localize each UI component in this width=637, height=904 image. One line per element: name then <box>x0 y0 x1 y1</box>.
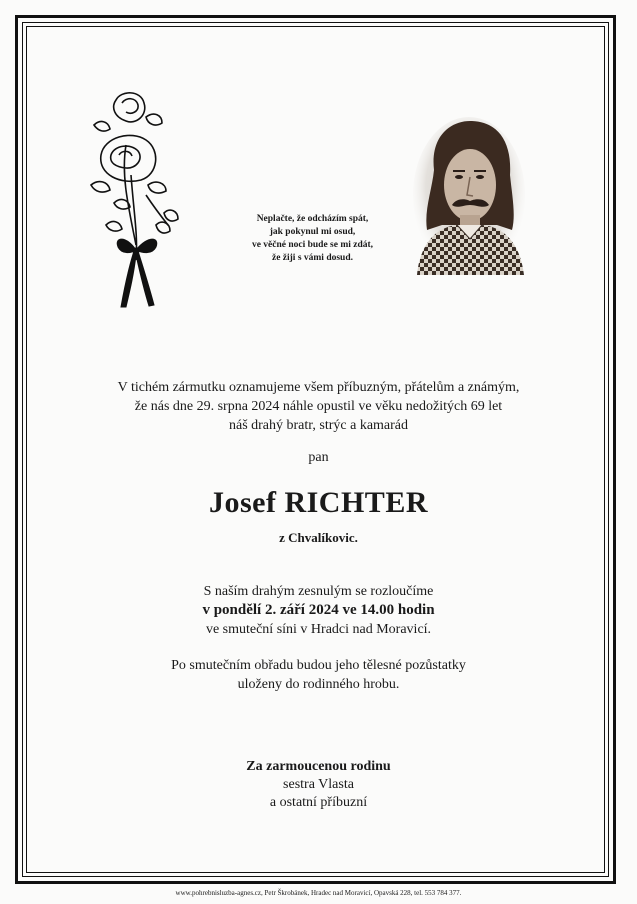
signoff-line: sestra Vlasta <box>283 777 354 792</box>
rose-with-ribbon-icon <box>86 85 186 315</box>
deceased-origin: z Chvalíkovic. <box>279 530 358 545</box>
poem-line: jak pokynul mi osud, <box>269 227 356 237</box>
footer-contact: www.pohrebnisluzba-agnes.cz, Petr Škrobánek, Hradec nad Moravicí, Opavská 228, tel. 553 784 377. <box>175 889 462 897</box>
farewell-place: ve smuteční síni v Hradci nad Moravicí. <box>205 622 432 637</box>
announcement-intro <box>40 378 597 435</box>
portrait-photo <box>412 115 527 275</box>
intro-line: náš drahý bratr, strýc a kamarád <box>228 418 409 433</box>
signoff <box>40 758 597 812</box>
poem <box>215 213 410 265</box>
farewell-details <box>40 582 597 639</box>
intro-line: V tichém zármutku oznamujeme všem příbuzným, přátelům a známým, <box>117 380 520 395</box>
deceased-name: Josef RICHTER <box>208 486 428 519</box>
burial-note <box>40 656 597 694</box>
intro-line: že nás dne 29. srpna 2024 náhle opustil ve věku nedožitých 69 let <box>134 399 503 414</box>
honorific: pan <box>308 450 329 465</box>
farewell-date-time: v pondělí 2. září 2024 ve 14.00 hodin <box>202 602 435 618</box>
poem-line: Neplačte, že odcházím spát, <box>256 214 369 224</box>
poem-line: ve věčné noci bude se mi zdát, <box>251 240 374 250</box>
poem-line: že žiji s vámi dosud. <box>271 253 353 263</box>
burial-line: uloženy do rodinného hrobu. <box>237 677 400 692</box>
burial-line: Po smutečním obřadu budou jeho tělesné pozůstatky <box>171 658 466 673</box>
farewell-line: S naším drahým zesnulým se rozloučíme <box>203 584 434 599</box>
signoff-line: a ostatní příbuzní <box>269 795 368 810</box>
signoff-heading: Za zarmoucenou rodinu <box>246 759 391 774</box>
